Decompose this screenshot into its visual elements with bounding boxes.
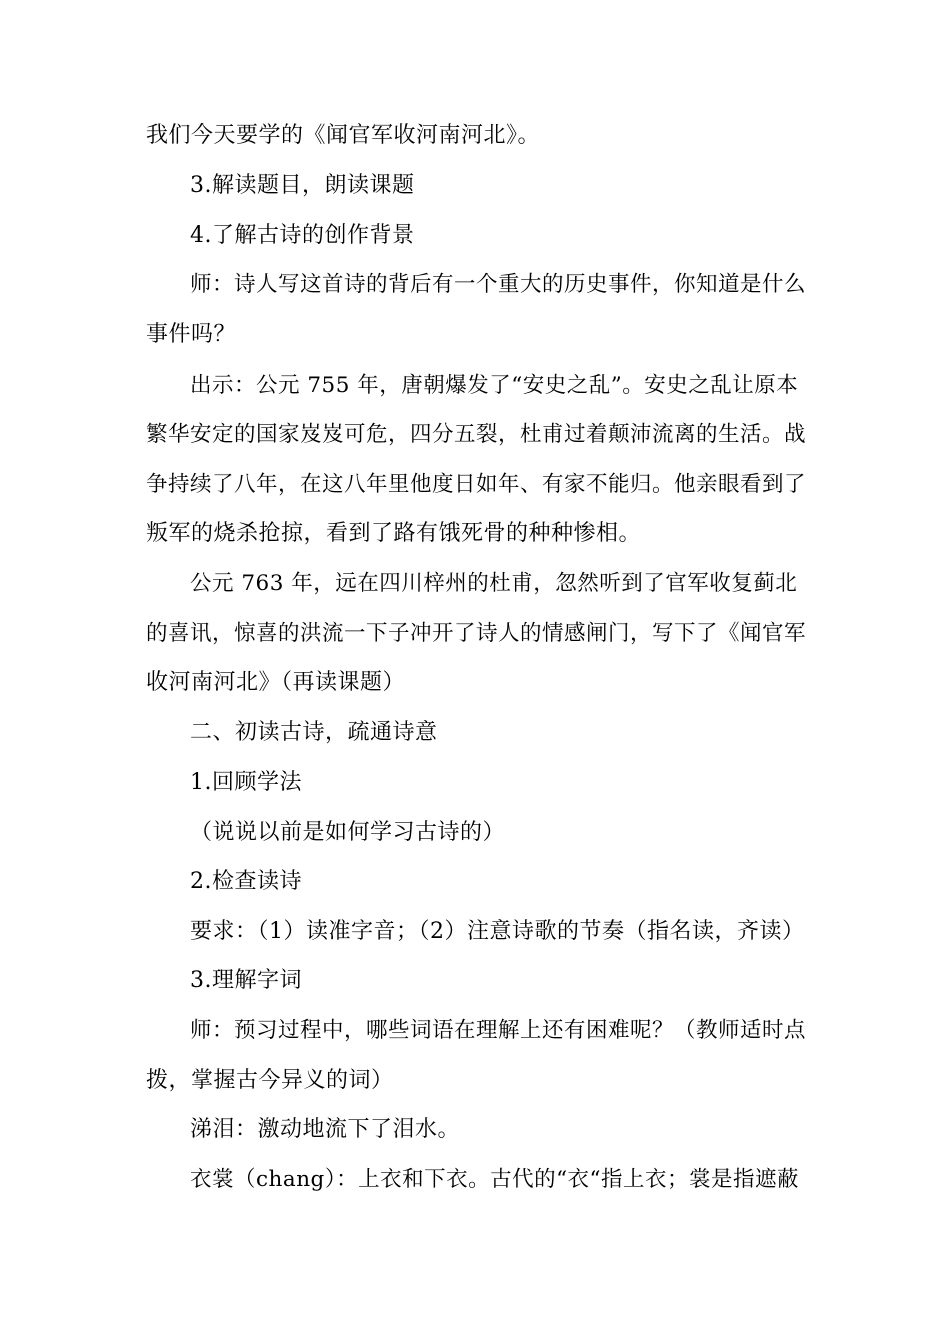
text-line: 涕泪：激动地流下了泪水。: [190, 1117, 461, 1142]
text-line: （说说以前是如何学习古诗的）: [190, 820, 506, 845]
text-line: 的喜讯，惊喜的洪流一下子冲开了诗人的情感闸门，写下了《闻官军: [146, 621, 807, 646]
text-line: 叛军的烧杀抢掠，看到了路有饿死骨的种种惨相。: [146, 521, 642, 546]
text-line: 4.了解古诗的创作背景: [190, 223, 415, 248]
text-line: 要求：（1）读准字音；（2）注意诗歌的节奏（指名读，齐读）: [190, 919, 805, 944]
text-line: 1.回顾学法: [190, 770, 302, 795]
text-line: 事件吗？: [146, 322, 237, 347]
text-line: 3.理解字词: [190, 968, 302, 993]
text-line: 衣裳（chang）：上衣和下衣。古代的“衣“指上衣；裳是指遮蔽: [190, 1167, 800, 1192]
text-line: 师：预习过程中，哪些词语在理解上还有困难呢？（教师适时点: [190, 1018, 807, 1043]
text-line: 二、初读古诗，疏通诗意: [190, 720, 438, 745]
text-line: 繁华安定的国家岌岌可危，四分五裂，杜甫过着颠沛流离的生活。战: [146, 422, 807, 447]
text-line: 2.检查读诗: [190, 869, 302, 894]
text-line: 收河南河北》（再读课题）: [146, 670, 406, 695]
text-line: 3.解读题目，朗读课题: [190, 173, 415, 198]
text-line: 出示：公元 755 年，唐朝爆发了“安史之乱”。安史之乱让原本: [190, 373, 799, 398]
text-line: 拨，掌握古今异义的词）: [146, 1068, 394, 1093]
text-line: 公元 763 年，远在四川梓州的杜甫，忽然听到了官军收复蓟北: [190, 571, 798, 596]
text-line: 我们今天要学的《闻官军收河南河北》。: [146, 123, 541, 148]
text-line: 争持续了八年，在这八年里他度日如年、有家不能归。他亲眼看到了: [146, 472, 807, 497]
text-line: 师：诗人写这首诗的背后有一个重大的历史事件，你知道是什么: [190, 272, 807, 297]
